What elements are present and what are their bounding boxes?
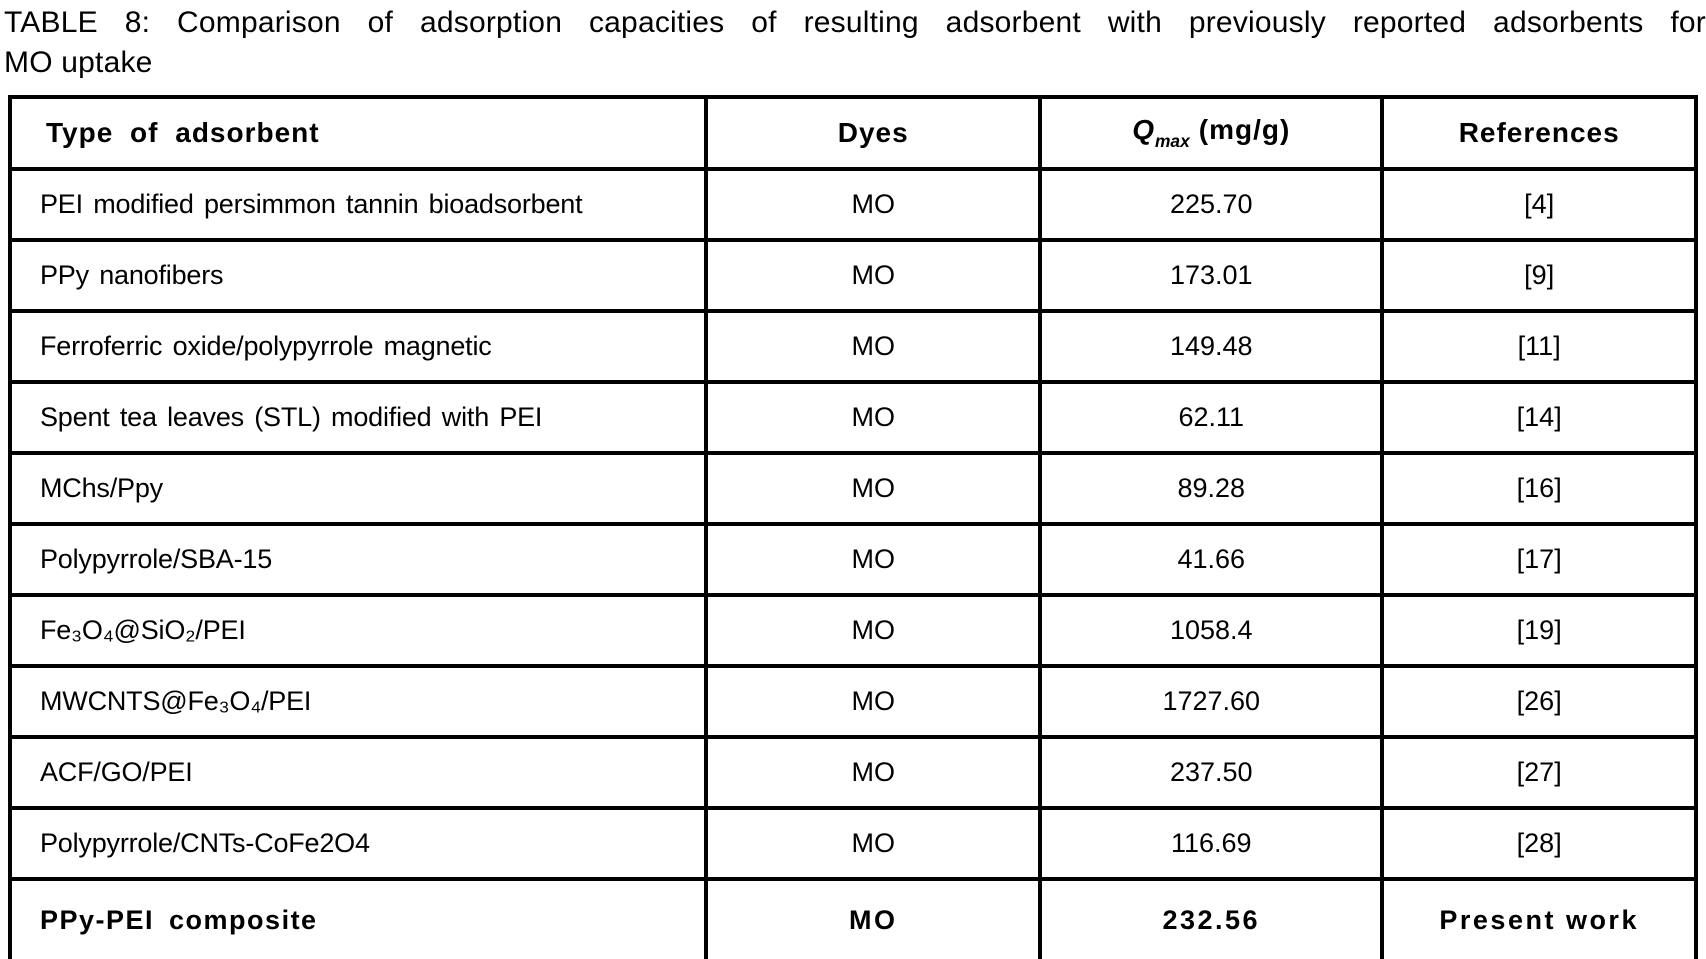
- cell-qmax: 149.48: [1040, 311, 1382, 382]
- column-header-references: References: [1382, 97, 1696, 169]
- cell-dye: MO: [706, 240, 1040, 311]
- cell-dye: MO: [706, 169, 1040, 240]
- cell-reference: [17]: [1382, 524, 1696, 595]
- table-row: [10, 382, 1696, 453]
- table-row: [10, 808, 1696, 879]
- cell-adsorbent: Spent tea leaves (STL) modified with PEI: [10, 382, 706, 453]
- cell-adsorbent: Polypyrrole/SBA-15: [10, 524, 706, 595]
- table-row-present-work: [10, 879, 1696, 959]
- table-row: [10, 666, 1696, 737]
- cell-reference: [19]: [1382, 595, 1696, 666]
- cell-dye: MO: [706, 524, 1040, 595]
- cell-qmax: 225.70: [1040, 169, 1382, 240]
- cell-dye: MO: [706, 311, 1040, 382]
- table-row: [10, 169, 1696, 240]
- cell-adsorbent: MWCNTS@Fe₃O₄/PEI: [10, 666, 706, 737]
- header-row: [10, 97, 1696, 169]
- qmax-unit: (mg/g): [1198, 114, 1291, 146]
- cell-qmax: 237.50: [1040, 737, 1382, 808]
- cell-adsorbent: Ferroferric oxide/polypyrrole magnetic: [10, 311, 706, 382]
- column-header-dyes: Dyes: [706, 97, 1040, 169]
- cell-adsorbent: PEI modified persimmon tannin bioadsorbent: [10, 169, 706, 240]
- cell-dye: MO: [706, 879, 1040, 959]
- cell-adsorbent: ACF/GO/PEI: [10, 737, 706, 808]
- cell-adsorbent: Fe₃O₄@SiO₂/PEI: [10, 595, 706, 666]
- adsorption-comparison-table: [8, 95, 1698, 959]
- cell-dye: MO: [706, 737, 1040, 808]
- qmax-subscript: max: [1155, 130, 1190, 151]
- table-row: [10, 453, 1696, 524]
- cell-qmax: 1727.60: [1040, 666, 1382, 737]
- cell-reference: [16]: [1382, 453, 1696, 524]
- cell-dye: MO: [706, 382, 1040, 453]
- cell-qmax: 89.28: [1040, 453, 1382, 524]
- table-row: [10, 240, 1696, 311]
- cell-adsorbent: PPy nanofibers: [10, 240, 706, 311]
- cell-reference: [27]: [1382, 737, 1696, 808]
- cell-reference: [26]: [1382, 666, 1696, 737]
- cell-dye: MO: [706, 666, 1040, 737]
- column-header-type-of-adsorbent: Type of adsorbent: [10, 97, 706, 169]
- table-row: [10, 524, 1696, 595]
- cell-qmax: 232.56: [1040, 879, 1382, 959]
- cell-dye: MO: [706, 595, 1040, 666]
- cell-dye: MO: [706, 453, 1040, 524]
- cell-qmax: 173.01: [1040, 240, 1382, 311]
- cell-reference: [11]: [1382, 311, 1696, 382]
- cell-reference: [9]: [1382, 240, 1696, 311]
- cell-qmax: 116.69: [1040, 808, 1382, 879]
- table-row: [10, 311, 1696, 382]
- cell-reference: [28]: [1382, 808, 1696, 879]
- cell-qmax: 1058.4: [1040, 595, 1382, 666]
- cell-reference: [4]: [1382, 169, 1696, 240]
- qmax-symbol: Q: [1132, 114, 1155, 146]
- cell-qmax: 62.11: [1040, 382, 1382, 453]
- table-caption-line1: TABLE 8: Comparison of adsorption capacities of resulting adsorbent with previously reported adsorbents for: [4, 6, 1706, 39]
- cell-reference: Present work: [1382, 879, 1696, 959]
- table-caption-line2: MO uptake: [4, 46, 153, 79]
- cell-qmax: 41.66: [1040, 524, 1382, 595]
- cell-reference: [14]: [1382, 382, 1696, 453]
- cell-adsorbent: PPy-PEI composite: [10, 879, 706, 959]
- column-header-qmax: [1040, 97, 1382, 169]
- table-row: [10, 737, 1696, 808]
- table-caption: [0, 0, 1706, 83]
- cell-dye: MO: [706, 808, 1040, 879]
- cell-adsorbent: Polypyrrole/CNTs-CoFe2O4: [10, 808, 706, 879]
- cell-adsorbent: MChs/Ppy: [10, 453, 706, 524]
- table-row: [10, 595, 1696, 666]
